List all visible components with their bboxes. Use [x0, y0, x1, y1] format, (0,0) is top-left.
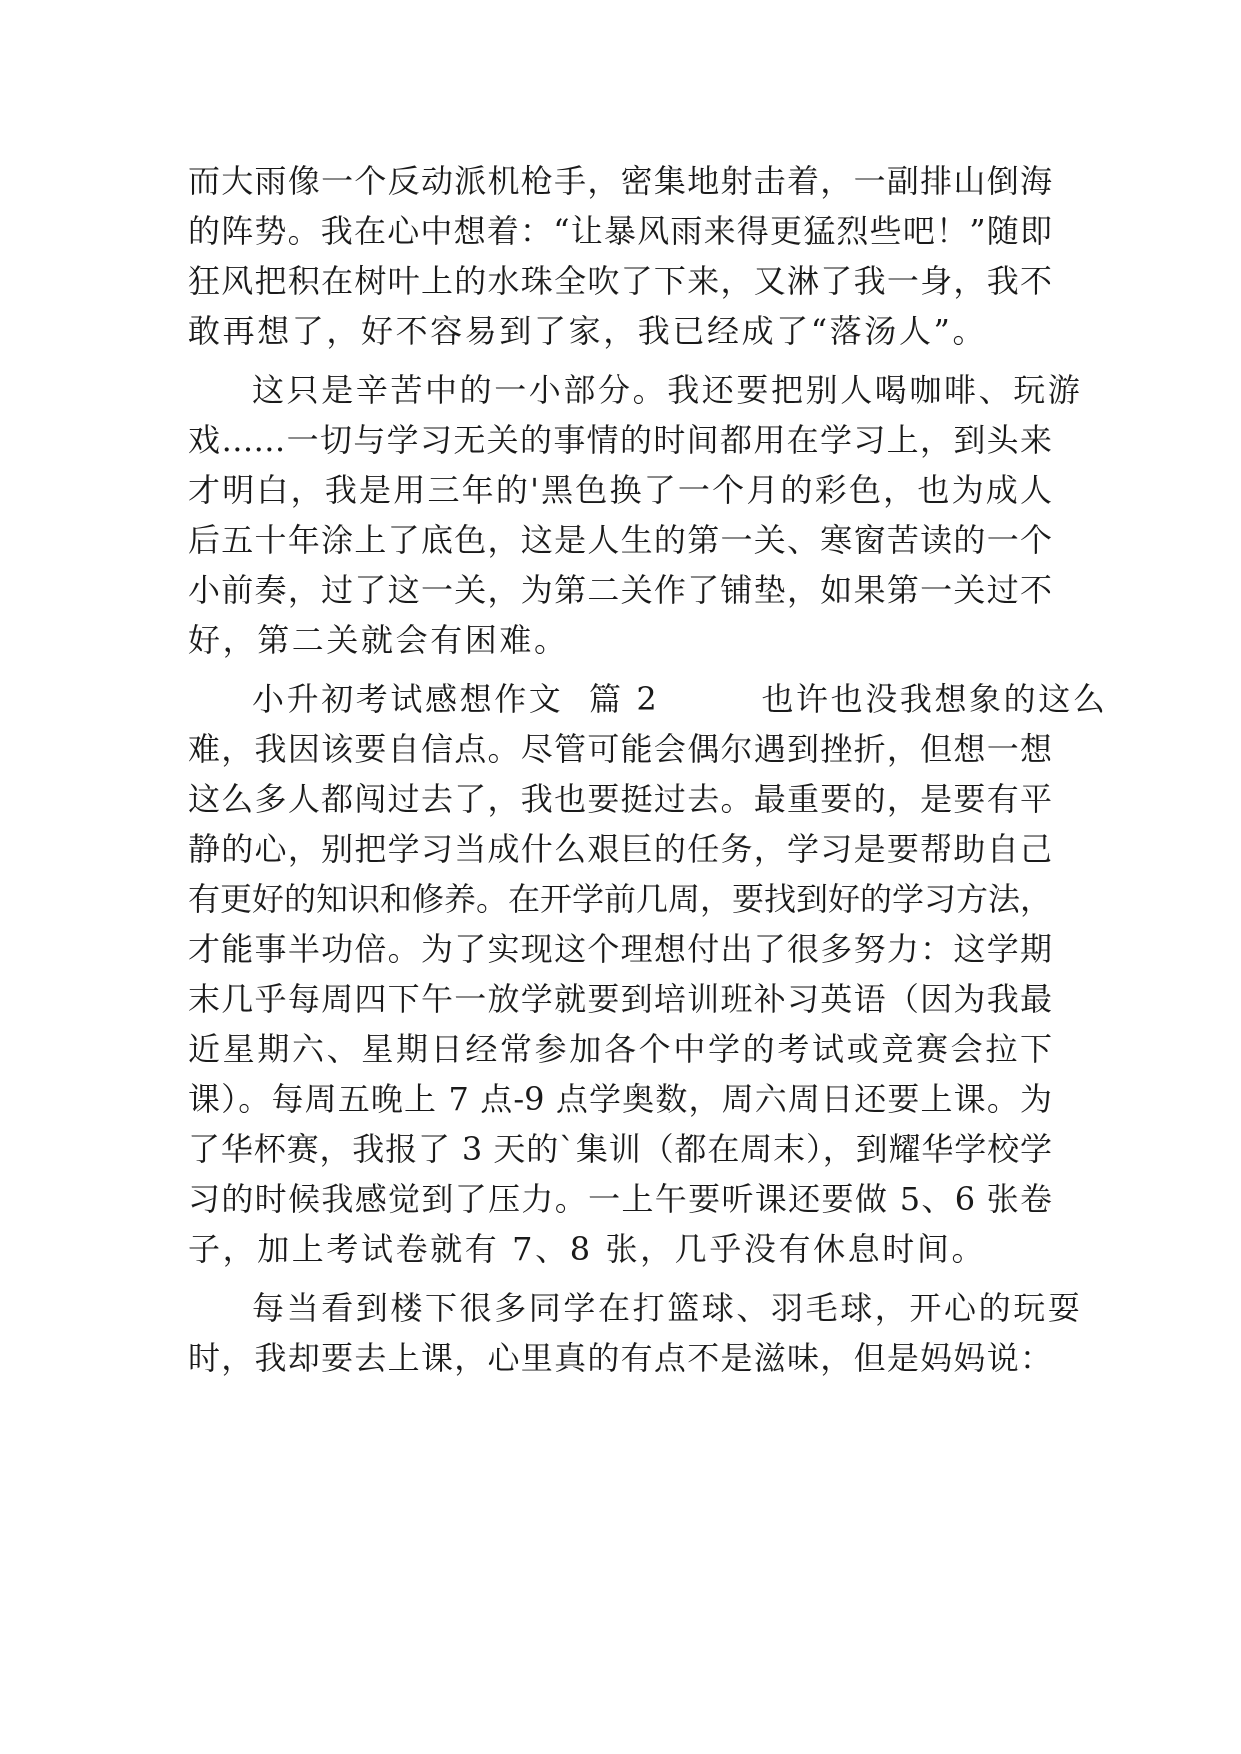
paragraph-2 [188, 365, 1083, 665]
paragraph-3 [188, 674, 1108, 1274]
text-line: 了华杯赛，我报了 3 天的`集训（都在周末），到耀华学校学 [188, 1130, 1052, 1168]
text-line: 敢再想了，好不容易到了家，我已经成了“落汤人”。 [188, 312, 988, 350]
text-line: 的阵势。我在心中想着：“让暴风雨来得更猛烈些吧！”随即 [188, 212, 1052, 250]
text-line: 课）。每周五晚上 7 点-9 点学奥数，周六周日还要上课。为 [188, 1080, 1052, 1118]
text-line: 这么多人都闯过去了，我也要挺过去。最重要的，是要有平 [188, 780, 1052, 818]
document-body [188, 156, 1108, 1392]
text-line: 子，加上考试卷就有 7、8 张，几乎没有休息时间。 [188, 1230, 987, 1268]
text-line: 每当看到楼下很多同学在打篮球、羽毛球，开心的玩耍 [252, 1289, 1083, 1327]
text-line: 戏……一切与学习无关的事情的时间都用在学习上，到头来 [188, 421, 1052, 459]
text-line: 而大雨像一个反动派机枪手，密集地射击着，一副排山倒海 [188, 162, 1052, 200]
text-line: 小前奏，过了这一关，为第二关作了铺垫，如果第一关过不 [188, 571, 1052, 609]
text-line: 这只是辛苦中的一小部分。我还要把别人喝咖啡、玩游 [252, 371, 1083, 409]
text-line: 才能事半功倍。为了实现这个理想付出了很多努力：这学期 [188, 930, 1052, 968]
text-line: 近星期六、星期日经常参加各个中学的考试或竞赛会拉下 [188, 1030, 1052, 1068]
text-line: 有更好的知识和修养。在开学前几周，要找到好的学习方法， [188, 880, 1053, 918]
text-line: 难，我因该要自信点。尽管可能会偶尔遇到挫折，但想一想 [188, 730, 1052, 768]
text-line: 后五十年涂上了底色，这是人生的第一关、寒窗苦读的一个 [188, 521, 1052, 559]
text-line: 时，我却要去上课，心里真的有点不是滋味，但是妈妈说： [188, 1339, 1052, 1377]
paragraph-4 [188, 1283, 1083, 1383]
text-line: 习的时候我感觉到了压力。一上午要听课还要做 5、6 张卷 [188, 1180, 1052, 1218]
text-line: 狂风把积在树叶上的水珠全吹了下来，又淋了我一身，我不 [188, 262, 1052, 300]
paragraph-1 [188, 156, 1052, 356]
text-line: 才明白，我是用三年的'黑色换了一个月的彩色，也为成人 [188, 471, 1052, 509]
text-line: 末几乎每周四下午一放学就要到培训班补习英语（因为我最 [188, 980, 1052, 1018]
text-line: 静的心，别把学习当成什么艰巨的任务，学习是要帮助自己 [188, 830, 1052, 868]
text-line: 好，第二关就会有困难。 [188, 621, 569, 659]
section-heading-line: 小升初考试感想作文 篇 2 也许也没我想象的这么 [252, 680, 1108, 718]
